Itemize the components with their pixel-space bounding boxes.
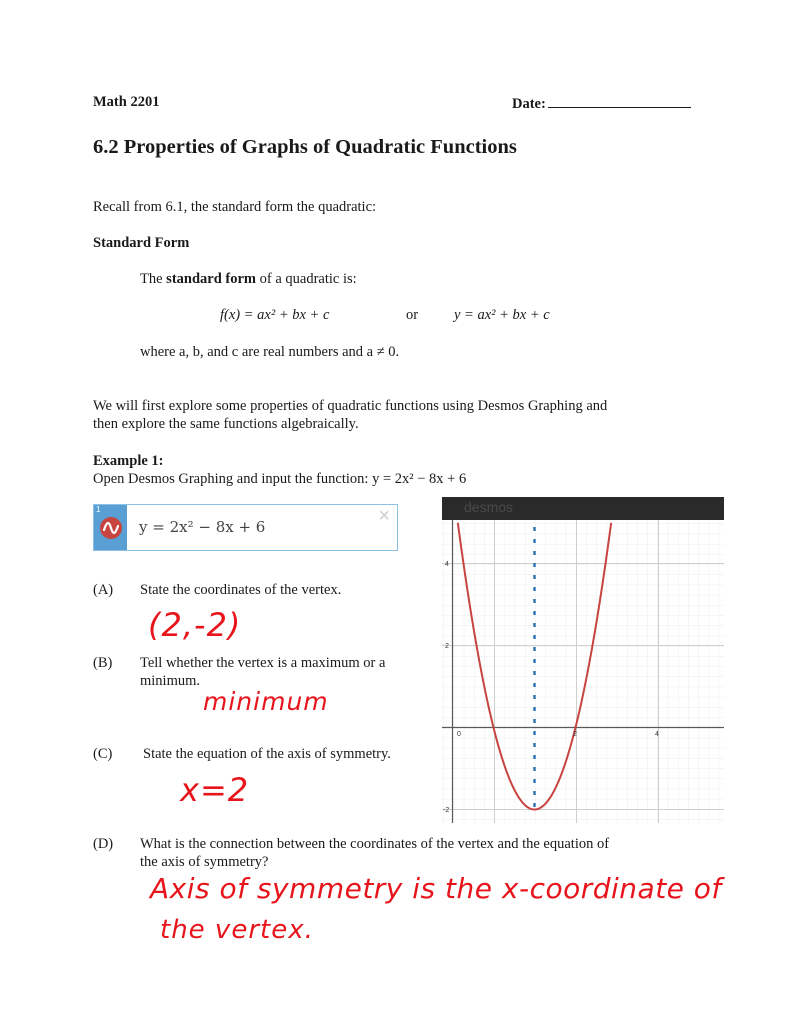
date-field: [512, 94, 691, 113]
answer-c: x=2: [180, 771, 250, 809]
axis-dash: [533, 551, 535, 555]
x-tick-2: 2: [573, 731, 577, 738]
desmos-logo: desmos: [464, 499, 514, 515]
formula-function: f(x) = ax² + bx + c: [220, 307, 330, 323]
recall-text: Recall from 6.1, the standard form the quadratic:: [93, 199, 377, 215]
question-a-text: State the coordinates of the vertex.: [140, 582, 342, 598]
axis-dash: [533, 611, 535, 615]
answer-d-line-2: the vertex.: [160, 915, 314, 945]
axis-dash: [533, 587, 535, 591]
question-b-text-2: minimum.: [140, 673, 201, 689]
course-label: Math 2201: [93, 94, 160, 110]
axis-dash: [533, 767, 535, 771]
axis-dash: [533, 623, 535, 627]
axis-dash: [533, 575, 535, 579]
page-title: 6.2 Properties of Graphs of Quadratic Functions: [93, 136, 517, 158]
expression-tab[interactable]: [94, 505, 127, 550]
axis-dash: [533, 755, 535, 759]
answer-d-line-1: Axis of symmetry is the x-coordinate of: [150, 872, 722, 905]
date-label: Date:: [512, 96, 546, 112]
axis-dash: [533, 563, 535, 567]
question-c-text: State the equation of the axis of symmetry.: [143, 746, 391, 762]
axis-dash: [533, 527, 535, 531]
axis-dash: [533, 791, 535, 795]
question-d-text-1: What is the connection between the coordinates of the vertex and the equation of: [140, 836, 610, 852]
axis-dash: [533, 683, 535, 687]
where-text: where a, b, and c are real numbers and a ≠ 0.: [140, 344, 400, 360]
formula-or: or: [406, 307, 419, 323]
question-b-label: (B): [93, 655, 113, 671]
axis-dash: [533, 647, 535, 651]
axis-dash: [533, 659, 535, 663]
axis-dash: [533, 599, 535, 603]
axis-dash: [533, 779, 535, 783]
date-blank: [548, 94, 691, 108]
standard-form-intro: [140, 271, 357, 288]
answer-a: (2,-2): [148, 606, 242, 644]
question-c-label: (C): [93, 746, 113, 762]
axis-dash: [533, 671, 535, 675]
intro-pre: The: [140, 271, 167, 287]
question-d-text-2: the axis of symmetry?: [140, 854, 269, 870]
expression-input[interactable]: y = 2x² − 8x + 6: [139, 518, 266, 536]
standard-form-heading: Standard Form: [93, 235, 190, 251]
axis-dash: [533, 695, 535, 699]
intro-post: of a quadratic is:: [256, 271, 357, 287]
example-instruction: Open Desmos Graphing and input the function: y = 2x² − 8x + 6: [93, 471, 467, 487]
axis-dash: [533, 539, 535, 543]
answer-b: minimum: [203, 687, 329, 716]
explore-line-2: then explore the same functions algebraically.: [93, 416, 359, 432]
y-tick-2: 2: [445, 643, 449, 650]
x-tick-0: 0: [457, 731, 461, 738]
y-tick-neg2: -2: [443, 807, 450, 814]
y-tick-4: 4: [445, 561, 449, 568]
explore-line-1: We will first explore some properties of quadratic functions using Desmos Graphing and: [93, 398, 608, 414]
formula-y: y = ax² + bx + c: [454, 307, 550, 323]
question-a-label: (A): [93, 582, 114, 598]
desmos-expression-row[interactable]: [93, 504, 398, 551]
axis-dash: [533, 803, 535, 807]
close-icon[interactable]: ×: [378, 505, 390, 527]
expression-index: 1: [96, 505, 101, 514]
axis-dash: [533, 743, 535, 747]
question-d-label: (D): [93, 836, 114, 852]
axis-dash: [533, 635, 535, 639]
intro-bold: standard form: [166, 271, 256, 287]
graph-canvas[interactable]: [442, 497, 724, 823]
axis-dash: [533, 719, 535, 723]
example-heading: Example 1:: [93, 453, 164, 469]
axis-dash: [533, 707, 535, 711]
desmos-graph[interactable]: [442, 497, 724, 823]
question-b-text-1: Tell whether the vertex is a maximum or a: [140, 655, 386, 671]
axis-dash: [533, 731, 535, 735]
x-tick-4: 4: [655, 731, 659, 738]
graph-minor-grid: [442, 520, 724, 823]
graph-color-icon[interactable]: [100, 517, 122, 539]
